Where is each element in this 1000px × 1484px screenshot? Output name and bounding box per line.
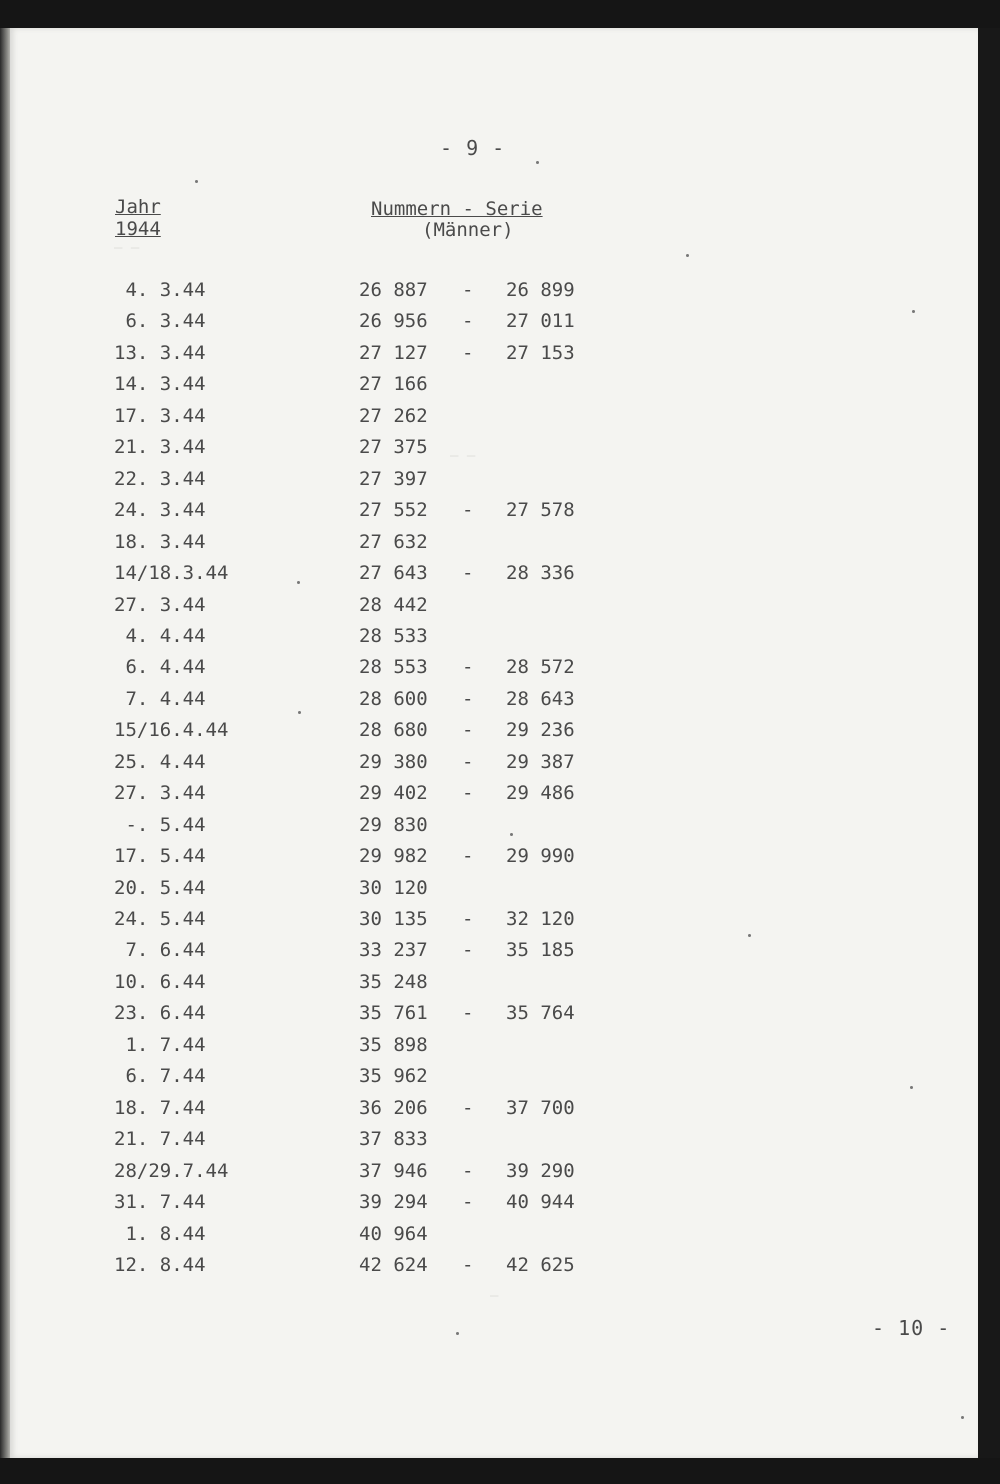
year-column-value: 1944 — [115, 218, 161, 240]
row-date: 21. 7.44 — [114, 1128, 206, 1151]
table-row — [10, 841, 910, 871]
row-number-from: 29 380 — [359, 750, 428, 773]
next-page-marker: - 10 - — [872, 1316, 951, 1340]
table-row — [10, 904, 910, 934]
row-number-from: 28 680 — [359, 719, 428, 742]
row-number-from: 26 887 — [359, 279, 428, 301]
speck — [456, 1332, 459, 1335]
row-range-dash: - — [462, 279, 474, 301]
table-row — [10, 684, 910, 714]
row-number-from: 29 982 — [359, 845, 428, 868]
row-number-to: 29 387 — [506, 750, 575, 773]
row-date: 13. 3.44 — [114, 341, 206, 364]
row-number-from: 36 206 — [359, 1096, 428, 1119]
row-number-from: 27 166 — [359, 373, 428, 396]
numbers-column-label: Nummern - Serie — [371, 198, 543, 220]
row-number-to: 28 336 — [506, 562, 575, 585]
row-number-from: 29 830 — [359, 813, 428, 836]
row-date: 1. 8.44 — [114, 1222, 206, 1245]
row-date: 6. 7.44 — [114, 1065, 206, 1088]
table-row — [10, 1093, 910, 1123]
row-number-to: 32 120 — [506, 908, 575, 930]
row-date: 20. 5.44 — [114, 876, 206, 899]
row-number-from: 35 248 — [359, 970, 428, 993]
row-number-from: 27 643 — [359, 562, 428, 585]
table-row — [10, 778, 910, 808]
row-number-from: 28 442 — [359, 593, 428, 616]
row-date: 27. 3.44 — [114, 782, 206, 805]
table-row — [10, 1156, 910, 1186]
table-row — [10, 652, 910, 682]
row-number-from: 35 898 — [359, 1033, 428, 1056]
row-date: 17. 3.44 — [114, 404, 206, 427]
scan-bottom-border — [0, 1458, 1000, 1484]
table-row — [10, 873, 910, 903]
row-number-from: 28 533 — [359, 624, 428, 647]
bleed-through-mark: — — [490, 1288, 499, 1304]
row-date: 7. 6.44 — [114, 939, 206, 962]
row-date: 14. 3.44 — [114, 373, 206, 396]
row-number-from: 27 375 — [359, 436, 428, 459]
row-date: 10. 6.44 — [114, 970, 206, 993]
table-row — [10, 401, 910, 431]
row-number-from: 37 833 — [359, 1128, 428, 1151]
numbers-column-sublabel: (Männer) — [422, 219, 514, 241]
speck — [961, 1416, 964, 1419]
row-date: 1. 7.44 — [114, 1033, 206, 1056]
row-range-dash: - — [462, 1002, 474, 1025]
row-number-from: 27 632 — [359, 530, 428, 553]
row-date: 31. 7.44 — [114, 1191, 206, 1214]
scan-top-border — [0, 0, 1000, 28]
row-date: 28/29.7.44 — [114, 1159, 229, 1182]
row-date: 18. 7.44 — [114, 1096, 206, 1119]
speck — [686, 254, 689, 257]
row-date: 18. 3.44 — [114, 530, 206, 553]
row-number-from: 27 127 — [359, 341, 428, 364]
table-row — [10, 495, 910, 525]
table-row — [10, 715, 910, 745]
row-range-dash: - — [462, 562, 474, 585]
speck — [910, 1086, 913, 1089]
table-row — [10, 1187, 910, 1217]
row-range-dash: - — [462, 341, 474, 364]
row-range-dash: - — [462, 1159, 474, 1182]
row-number-from: 26 956 — [359, 310, 428, 333]
table-row — [10, 306, 910, 336]
row-number-from: 37 946 — [359, 1159, 428, 1182]
row-number-from: 27 397 — [359, 467, 428, 490]
table-row — [10, 432, 910, 462]
row-date: 4. 3.44 — [114, 279, 206, 301]
row-number-to: 35 185 — [506, 939, 575, 962]
table-row — [10, 621, 910, 651]
row-number-to: 27 011 — [506, 310, 575, 333]
table-row — [10, 369, 910, 399]
row-range-dash: - — [462, 750, 474, 773]
speck — [536, 161, 539, 164]
scan-right-border — [976, 28, 1000, 1484]
row-date: 21. 3.44 — [114, 436, 206, 459]
row-range-dash: - — [462, 499, 474, 522]
row-number-to: 29 486 — [506, 782, 575, 805]
row-range-dash: - — [462, 656, 474, 679]
row-date: 23. 6.44 — [114, 1002, 206, 1025]
row-range-dash: - — [462, 782, 474, 805]
row-number-from: 29 402 — [359, 782, 428, 805]
row-number-to: 40 944 — [506, 1191, 575, 1214]
row-date: 22. 3.44 — [114, 467, 206, 490]
row-number-to: 35 764 — [506, 1002, 575, 1025]
row-number-to: 29 990 — [506, 845, 575, 868]
row-date: 14/18.3.44 — [114, 562, 229, 585]
table-row — [10, 998, 910, 1028]
row-date: 6. 3.44 — [114, 310, 206, 333]
row-date: 6. 4.44 — [114, 656, 206, 679]
table-row — [10, 1124, 910, 1154]
page-number: - 9 - — [440, 136, 506, 160]
table-row — [10, 1250, 910, 1280]
row-date: 25. 4.44 — [114, 750, 206, 773]
row-date: 12. 8.44 — [114, 1253, 206, 1276]
row-date: 7. 4.44 — [114, 687, 206, 710]
row-date: 17. 5.44 — [114, 845, 206, 868]
table-row — [10, 275, 910, 305]
row-date: -. 5.44 — [114, 813, 206, 836]
bleed-through-mark: — — — [450, 448, 476, 464]
bleed-through-mark: — — — [114, 240, 140, 256]
row-range-dash: - — [462, 719, 474, 742]
table-row — [10, 1061, 910, 1091]
row-number-to: 39 290 — [506, 1159, 575, 1182]
row-number-to: 27 153 — [506, 341, 575, 364]
row-number-from: 28 553 — [359, 656, 428, 679]
speck — [912, 310, 915, 313]
row-range-dash: - — [462, 939, 474, 962]
table-row — [10, 558, 910, 588]
table-row — [10, 590, 910, 620]
row-date: 15/16.4.44 — [114, 719, 229, 742]
row-number-to: 37 700 — [506, 1096, 575, 1119]
table-row — [10, 1030, 910, 1060]
row-number-from: 42 624 — [359, 1253, 428, 1276]
table-row — [10, 810, 910, 840]
row-range-dash: - — [462, 1191, 474, 1214]
year-column-label: Jahr — [115, 196, 161, 218]
row-range-dash: - — [462, 310, 474, 333]
row-range-dash: - — [462, 687, 474, 710]
table-row — [10, 935, 910, 965]
row-number-to: 28 572 — [506, 656, 575, 679]
row-number-to: 28 643 — [506, 687, 575, 710]
row-number-from: 30 135 — [359, 908, 428, 930]
row-number-from: 40 964 — [359, 1222, 428, 1245]
row-number-from: 27 262 — [359, 404, 428, 427]
row-number-to: 29 236 — [506, 719, 575, 742]
row-date: 24. 3.44 — [114, 499, 206, 522]
row-number-from: 33 237 — [359, 939, 428, 962]
table-row — [10, 1219, 910, 1249]
table-row — [10, 527, 910, 557]
row-number-from: 39 294 — [359, 1191, 428, 1214]
row-number-from: 35 761 — [359, 1002, 428, 1025]
speck — [195, 180, 198, 183]
row-number-from: 27 552 — [359, 499, 428, 522]
row-range-dash: - — [462, 1096, 474, 1119]
row-range-dash: - — [462, 908, 474, 930]
table-row — [10, 967, 910, 997]
row-date: 4. 4.44 — [114, 624, 206, 647]
table-row — [10, 338, 910, 368]
row-number-to: 26 899 — [506, 279, 575, 301]
row-date: 27. 3.44 — [114, 593, 206, 616]
row-number-to: 42 625 — [506, 1253, 575, 1276]
row-number-to: 27 578 — [506, 499, 575, 522]
row-number-from: 28 600 — [359, 687, 428, 710]
row-number-from: 30 120 — [359, 876, 428, 899]
row-range-dash: - — [462, 845, 474, 868]
table-row — [10, 464, 910, 494]
table-row — [10, 747, 910, 777]
row-date: 24. 5.44 — [114, 908, 206, 930]
row-number-from: 35 962 — [359, 1065, 428, 1088]
document-page — [10, 28, 978, 1458]
row-range-dash: - — [462, 1253, 474, 1276]
